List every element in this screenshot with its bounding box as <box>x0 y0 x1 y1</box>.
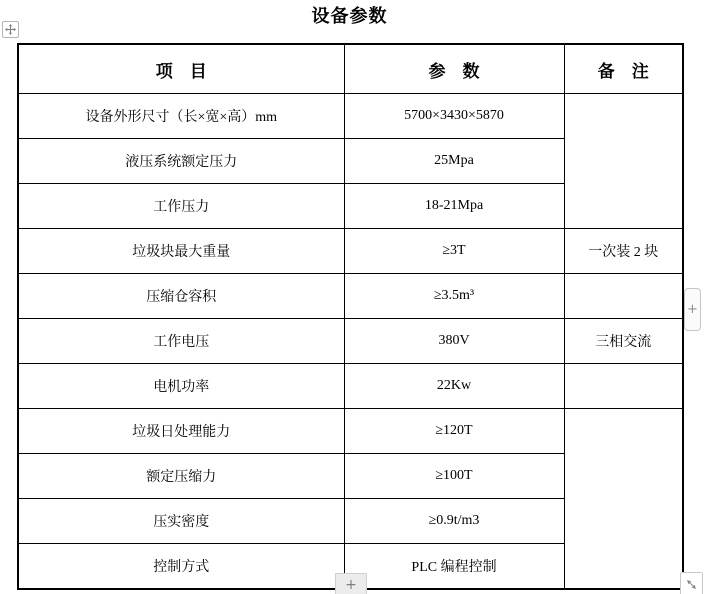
column-header-remark[interactable]: 备 注 <box>564 44 683 94</box>
table-move-handle[interactable] <box>2 21 19 38</box>
item-cell[interactable]: 工作电压 <box>18 319 344 364</box>
item-cell[interactable]: 控制方式 <box>18 544 344 590</box>
value-cell[interactable]: ≥3.5m³ <box>344 274 564 319</box>
item-cell[interactable]: 压实密度 <box>18 499 344 544</box>
value-cell[interactable]: PLC 编程控制 <box>344 544 564 590</box>
column-header-item[interactable]: 项 目 <box>18 44 344 94</box>
item-cell[interactable]: 液压系统额定压力 <box>18 139 344 184</box>
remark-cell[interactable] <box>564 364 683 409</box>
table-row <box>18 229 683 274</box>
value-cell[interactable]: 22Kw <box>344 364 564 409</box>
table-row <box>18 364 683 409</box>
value-cell[interactable]: ≥100T <box>344 454 564 499</box>
column-header-value[interactable]: 参 数 <box>344 44 564 94</box>
move-cross-icon <box>5 24 16 35</box>
remark-cell-merged[interactable] <box>564 409 683 590</box>
remark-cell-merged[interactable] <box>564 94 683 229</box>
item-cell[interactable]: 额定压缩力 <box>18 454 344 499</box>
value-cell[interactable]: ≥0.9t/m3 <box>344 499 564 544</box>
item-cell[interactable]: 设备外形尺寸（长×宽×高）mm <box>18 94 344 139</box>
table-row <box>18 94 683 139</box>
value-cell[interactable]: 5700×3430×5870 <box>344 94 564 139</box>
remark-cell[interactable]: 一次装 2 块 <box>564 229 683 274</box>
page-title[interactable]: 设备参数 <box>311 6 388 27</box>
table-row <box>18 409 683 454</box>
value-cell[interactable]: ≥3T <box>344 229 564 274</box>
add-column-button[interactable] <box>684 288 701 331</box>
value-cell[interactable]: ≥120T <box>344 409 564 454</box>
item-cell[interactable]: 垃圾块最大重量 <box>18 229 344 274</box>
item-cell[interactable]: 压缩仓容积 <box>18 274 344 319</box>
item-cell[interactable]: 电机功率 <box>18 364 344 409</box>
table-row <box>18 319 683 364</box>
value-cell[interactable]: 25Mpa <box>344 139 564 184</box>
header-row <box>18 44 683 94</box>
plus-icon: + <box>345 577 357 593</box>
plus-icon: + <box>687 302 698 317</box>
add-row-button[interactable] <box>335 573 367 594</box>
remark-cell[interactable] <box>564 274 683 319</box>
equipment-parameters-table <box>17 43 684 590</box>
diagonal-resize-icon <box>685 578 698 591</box>
value-cell[interactable]: 380V <box>344 319 564 364</box>
table-row <box>18 274 683 319</box>
value-cell[interactable]: 18-21Mpa <box>344 184 564 229</box>
item-cell[interactable]: 垃圾日处理能力 <box>18 409 344 454</box>
table-resize-handle[interactable] <box>680 572 703 594</box>
item-cell[interactable]: 工作压力 <box>18 184 344 229</box>
remark-cell[interactable]: 三相交流 <box>564 319 683 364</box>
